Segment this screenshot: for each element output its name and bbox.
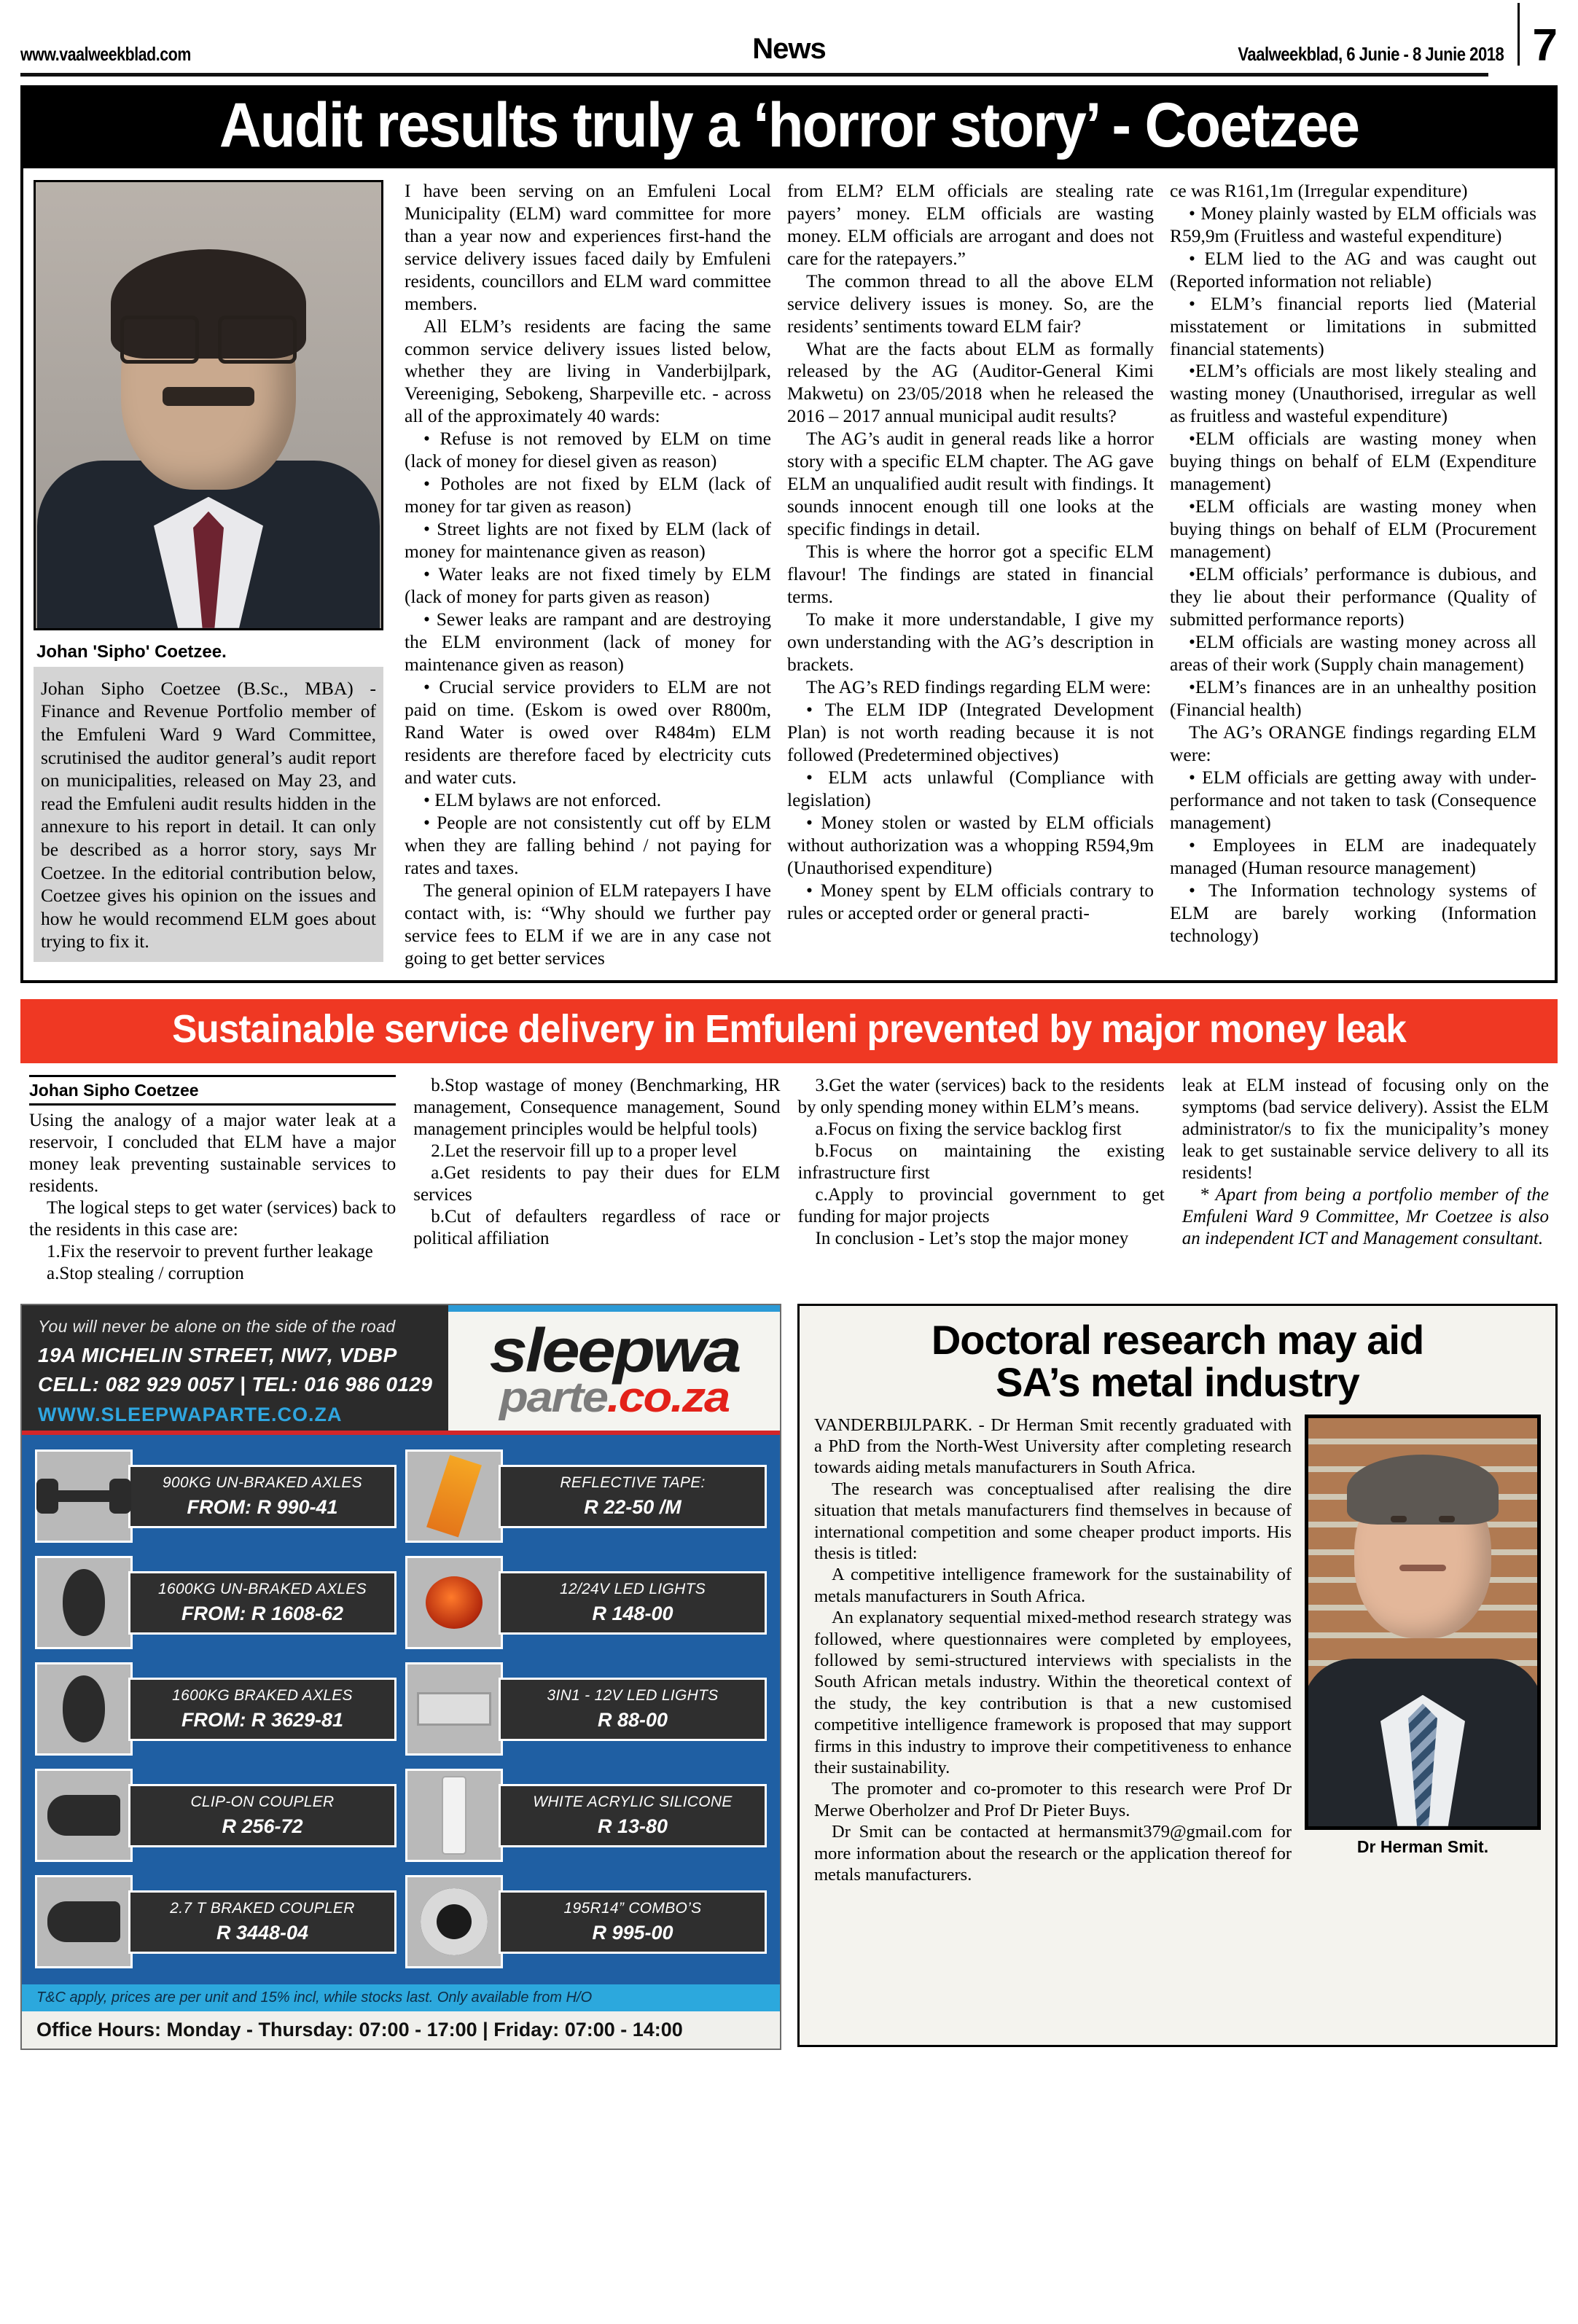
- paragraph: •ELM officials are wasting money across all areas of their work (Supply chain management): [1170, 631, 1536, 676]
- hub-icon: [63, 1675, 105, 1742]
- advert-product[interactable]: [35, 1659, 397, 1758]
- advert-logo-top: sleepwa: [489, 1316, 739, 1385]
- paragraph: b.Stop wastage of money (Benchmarking, HR management, Consequence management, Sound management principles would be helpful tools): [413, 1075, 781, 1139]
- article1-author-box: Johan Sipho Coetzee (B.Sc., MBA) - Finance and Revenue Portfolio member of the Emfuleni Ward 9 Ward Committee, scrutinised the auditor general’s audit report on municipalities, released on May 23, and read the Emfuleni audit results hidden in the annexure to his report in detail. It can only be described as a horror story, says Mr Coetzee. In the editorial contribution below, Coetzee gives his opinion on the issues and how he would recommend ELM goes about trying to fix it.: [34, 667, 383, 962]
- product-price: FROM: R 3629-81: [181, 1708, 344, 1731]
- paragraph: •ELM officials are wasting money when buying things on behalf of ELM (Procurement management): [1170, 496, 1536, 563]
- product-price: R 256-72: [222, 1815, 303, 1837]
- product-name: WHITE ACRYLIC SILICONE: [533, 1793, 733, 1810]
- advert-tagline: You will never be alone on the side of the road: [38, 1317, 396, 1337]
- paragraph: • Potholes are not fixed by ELM (lack of money for tar given as reason): [405, 473, 771, 517]
- paragraph: a.Focus on fixing the service backlog first: [815, 1119, 1122, 1139]
- paragraph: • ELM’s financial reports lied (Material misstatement or limitations in submitted financial statements): [1170, 292, 1536, 359]
- product-price: R 148-00: [592, 1602, 673, 1624]
- paragraph: VANDERBIJLPARK. - Dr Herman Smit recently graduated with a PhD from the North-West University after completing research towards aiding metals manufacturers in South Africa.: [814, 1415, 1292, 1478]
- advert-product[interactable]: [35, 1447, 397, 1546]
- advert-logo: [448, 1305, 780, 1431]
- product-price: R 13-80: [597, 1815, 668, 1837]
- paragraph: a.Stop stealing / corruption: [47, 1264, 244, 1284]
- portrait-moustache: [163, 387, 254, 406]
- paragraph: The research was conceptualised after realising the dire situation that metals manufacturers find themselves in because of international competition and some cheaper product imports. His thesis is titled:: [814, 1479, 1292, 1564]
- paragraph: c.Apply to provincial government to get funding for major projects: [797, 1184, 1165, 1226]
- article-audit-results: [20, 85, 1558, 983]
- product-thumbnail: [35, 1449, 133, 1543]
- product-name: 1600KG UN-BRAKED AXLES: [158, 1580, 367, 1597]
- masthead-rule: [20, 73, 1488, 77]
- article3-body: [814, 1415, 1541, 1886]
- article2-byline: Johan Sipho Coetzee: [29, 1075, 396, 1106]
- product-label: [128, 1571, 397, 1635]
- product-thumbnail: [35, 1769, 133, 1862]
- portrait-image: [36, 182, 381, 628]
- advert-product[interactable]: [405, 1766, 767, 1865]
- product-thumbnail: [405, 1449, 503, 1543]
- advert-product-grid: [22, 1435, 780, 1983]
- product-price: R 22-50 /M: [584, 1495, 681, 1518]
- product-label: [499, 1465, 767, 1528]
- page-number: 7: [1532, 20, 1558, 71]
- advert-header: [22, 1305, 780, 1431]
- article3-headline-line2: SA’s metal industry: [996, 1359, 1359, 1406]
- article3-headline-line1: Doctoral research may aid: [931, 1317, 1424, 1364]
- product-price: R 88-00: [597, 1708, 668, 1731]
- article3-text-column: [814, 1415, 1292, 1886]
- smit-portrait-photo: [1305, 1415, 1541, 1830]
- silicone-tube-icon: [442, 1776, 466, 1855]
- product-thumbnail: [35, 1875, 133, 1968]
- paragraph: I have been serving on an Emfuleni Local Municipality (ELM) ward committee for more than a year now and experiences first-hand the service delivery issues faced daily by Emfuleni residents, councillors and ELM ward committee members.: [405, 179, 771, 314]
- paragraph: • Money stolen or wasted by ELM officials without authorization was a whopping R594,9m (Unauthorised expenditure): [787, 811, 1154, 878]
- article1-body: [23, 168, 1555, 980]
- product-label: [499, 1890, 767, 1954]
- paragraph: • ELM lied to the AG and was caught out (Reported information not reliable): [1170, 247, 1536, 292]
- paragraph: In conclusion - Let’s stop the major money: [815, 1228, 1129, 1248]
- article-doctoral-research: [797, 1304, 1558, 2047]
- article3-headline: [814, 1319, 1541, 1404]
- paragraph: The AG’s audit in general reads like a horror story with a specific ELM chapter. The AG gave ELM an unqualified audit result with findings. It sounds innocent enough till one looks at the specific findings in detail.: [787, 428, 1154, 540]
- article3-photo-caption: Dr Herman Smit.: [1356, 1836, 1489, 1856]
- paragraph: • ELM officials are getting away with under-performance and not taken to task (Consequence management): [1170, 766, 1536, 833]
- portrait-eye-right: [1439, 1516, 1455, 1522]
- masthead-section-title: News: [752, 33, 826, 65]
- bar-lamp-icon: [417, 1692, 491, 1726]
- paragraph: The common thread to all the above ELM service delivery issues is money. So, are the residents’ sentiments toward ELM fair?: [787, 270, 1154, 337]
- advert-contact-block: [22, 1305, 448, 1431]
- reflective-tape-icon: [426, 1455, 482, 1538]
- advert-logo-domain: .co.za: [606, 1374, 729, 1422]
- product-thumbnail: [405, 1556, 503, 1649]
- product-name: 3IN1 - 12V LED LIGHTS: [547, 1686, 719, 1704]
- advert-footer: [22, 1984, 780, 2049]
- round-lamp-icon: [426, 1576, 483, 1629]
- advert-office-hours: Office Hours: Monday - Thursday: 07:00 - 17:00 | Friday: 07:00 - 14:00: [22, 2011, 780, 2049]
- product-thumbnail: [405, 1875, 503, 1968]
- paragraph: • Street lights are not fixed by ELM (lack of money for maintenance given as reason): [405, 518, 771, 563]
- paragraph: The AG’s ORANGE findings regarding ELM were:: [1170, 721, 1536, 765]
- paragraph: • Sewer leaks are rampant and are destroying the ELM environment (lack of money for maintenance given as reason): [405, 609, 771, 676]
- portrait-glasses: [117, 316, 300, 361]
- paragraph: b.Cut of defaulters regardless of race or political affiliation: [413, 1206, 781, 1248]
- advert-product[interactable]: [35, 1553, 397, 1652]
- advert-product[interactable]: [405, 1872, 767, 1971]
- paragraph: 3.Get the water (services) back to the residents by only spending money within ELM’s means.: [797, 1075, 1165, 1117]
- paragraph: •ELM’s finances are in an unhealthy position (Financial health): [1170, 676, 1536, 720]
- paragraph: a.Get residents to pay their dues for ELM services: [413, 1162, 781, 1205]
- paragraph: The logical steps to get water (services) back to the residents in this case are:: [29, 1198, 397, 1240]
- article1-column-2: [779, 180, 1162, 970]
- product-name: 195R14” COMBO’S: [563, 1899, 702, 1917]
- article3-photo-column: [1305, 1415, 1541, 1886]
- advert-phone-numbers: CELL: 082 929 0057 | TEL: 016 986 0129: [38, 1373, 433, 1396]
- product-name: 900KG UN-BRAKED AXLES: [163, 1474, 362, 1491]
- paragraph: This is where the horror got a specific ELM flavour! The findings are stated in financial terms.: [787, 541, 1154, 608]
- article1-headline-bar: [23, 88, 1555, 168]
- paragraph: •ELM’s officials are most likely stealing and wasting money (Unauthorised, irregular as well as fruitless and wasteful expenditure): [1170, 360, 1536, 427]
- advert-terms: T&C apply, prices are per unit and 15% incl, while stocks last. Only available from H/O: [22, 1984, 780, 2011]
- paragraph: • The ELM IDP (Integrated Development Plan) is not worth reading because it is not followed (Predetermined objectives): [787, 699, 1154, 765]
- paragraph: • Refuse is not removed by ELM on time (lack of money for diesel given as reason): [405, 428, 771, 472]
- article2-column-2: [405, 1075, 789, 1286]
- paragraph: An explanatory sequential mixed-method research strategy was followed, where questionnaires were completed by employees, followed by semi-structured interviews with specialists in the South African metals industry. Within the theoretical context of the study, the key contribution is that a new customised competitive intelligence framework is proposed that may support firms in this industry to improve their competitiveness to enhance their sustainability.: [814, 1608, 1292, 1777]
- paragraph: • People are not consistently cut off by ELM when they are falling behind / not paying for rates and taxes.: [405, 811, 771, 878]
- tyre-icon: [421, 1888, 488, 1955]
- product-thumbnail: [35, 1662, 133, 1756]
- paragraph: • Crucial service providers to ELM are not paid on time. (Eskom is owed over R800m, Rand Water is owed over R484m) ELM residents are therefore faced by electricity cuts and water cuts.: [405, 676, 771, 788]
- paragraph: Dr Smit can be contacted at hermansmit379@gmail.com for more information about the research or the application thereof for metals manufacturers.: [814, 1822, 1292, 1885]
- paragraph: • Money plainly wasted by ELM officials was R59,9m (Fruitless and wasteful expenditure): [1170, 202, 1536, 246]
- article2-column-3: [789, 1075, 1173, 1286]
- paragraph: A competitive intelligence framework for the sustainability of metals manufacturers in South Africa.: [814, 1565, 1292, 1606]
- axle-icon: [44, 1490, 124, 1502]
- article-money-leak: [20, 1075, 1558, 1286]
- portrait-hair: [1347, 1455, 1499, 1525]
- advert-logo-bottom: [499, 1374, 729, 1422]
- paragraph: from ELM? ELM officials are stealing rate payers’ money. ELM officials are wasting money. ELM officials are arrogant and does not care for the ratepayers.”: [787, 179, 1154, 269]
- paragraph: All ELM’s residents are facing the same common service delivery issues listed below, whether they are living in Vanderbijlpark, Vereeniging, Sebokeng, Sharpeville etc. - across all of the approximately 40 wards:: [405, 315, 771, 427]
- portrait-mouth: [1399, 1565, 1446, 1571]
- article2-column-1: [20, 1075, 405, 1286]
- product-name: 1600KG BRAKED AXLES: [172, 1686, 353, 1704]
- product-name: CLIP-ON COUPLER: [190, 1793, 335, 1810]
- paragraph: • ELM acts unlawful (Compliance with legislation): [787, 766, 1154, 810]
- paragraph: 2.Let the reservoir fill up to a proper level: [431, 1141, 738, 1161]
- paragraph: Using the analogy of a major water leak at a reservoir, I concluded that ELM have a major money leak preventing sustainable services to residents.: [29, 1111, 397, 1197]
- paragraph: • Employees in ELM are inadequately managed (Human resource management): [1170, 834, 1536, 878]
- product-label: [499, 1678, 767, 1741]
- paragraph: • ELM bylaws are not enforced.: [423, 789, 662, 810]
- paragraph: b.Focus on maintaining the existing infrastructure first: [797, 1141, 1165, 1183]
- article2-banner-headline: Sustainable service delivery in Emfuleni prevented by major money leak: [172, 1006, 1406, 1051]
- product-price: FROM: R 990-41: [187, 1495, 338, 1518]
- paragraph: • The Information technology systems of ELM are barely working (Information technology): [1170, 879, 1536, 946]
- article2-column-4: [1173, 1075, 1558, 1286]
- coupler-icon: [47, 1901, 120, 1942]
- advert-product[interactable]: [405, 1447, 767, 1546]
- product-label: [128, 1890, 397, 1954]
- product-label: [128, 1678, 397, 1741]
- product-price: R 995-00: [592, 1921, 673, 1944]
- paragraph: What are the facts about ELM as formally released by the AG (Auditor-General Kimi Makwetu) on 23/05/2018 when he released the 2016 – 2017 annual municipal audit results?: [787, 337, 1154, 427]
- article2-banner: [20, 999, 1558, 1063]
- product-price: FROM: R 1608-62: [181, 1602, 344, 1624]
- paragraph: leak at ELM instead of focusing only on the symptoms (bad service delivery). Assist the ELM administrator/s to fix the municipality’s money leak to get sustainable service delivery to all its residents!: [1181, 1075, 1549, 1183]
- masthead-issue-date: Vaalweekblad, 6 Junie - 8 Junie 2018: [1238, 43, 1504, 65]
- article1-photo-column: [34, 180, 397, 970]
- masthead-website-url[interactable]: www.vaalweekblad.com: [20, 43, 191, 65]
- masthead: [20, 0, 1558, 70]
- portrait-eye-left: [1391, 1516, 1407, 1522]
- article1-column-3: [1162, 180, 1544, 970]
- product-thumbnail: [405, 1662, 503, 1756]
- article1-column-1: [397, 180, 779, 970]
- article1-headline: Audit results truly a ‘horror story’ - Coetzee: [219, 90, 1359, 160]
- advert-product[interactable]: [35, 1766, 397, 1865]
- product-label: [128, 1784, 397, 1847]
- advert-address: 19A MICHELIN STREET, NW7, VDBP: [38, 1344, 397, 1367]
- paragraph: The promoter and co-promoter to this research were Prof Dr Merwe Oberholzer and Prof Dr Pieter Buys.: [814, 1779, 1292, 1820]
- advert-product[interactable]: [405, 1553, 767, 1652]
- hub-icon: [63, 1569, 105, 1636]
- product-name: 2.7 T BRAKED COUPLER: [170, 1899, 355, 1917]
- product-thumbnail: [35, 1556, 133, 1649]
- advert-logo-parte: parte: [499, 1374, 607, 1422]
- advert-website[interactable]: WWW.SLEEPWAPARTE.CO.ZA: [38, 1404, 343, 1426]
- product-label: [128, 1465, 397, 1528]
- sleepwa-parte-advert[interactable]: [20, 1304, 781, 2050]
- paragraph: • Water leaks are not fixed timely by ELM (lack of money for parts given as reason): [405, 563, 771, 608]
- product-label: [499, 1571, 767, 1635]
- product-thumbnail: [405, 1769, 503, 1862]
- article1-photo-caption: Johan 'Sipho' Coetzee.: [36, 641, 227, 662]
- paragraph: The AG’s RED findings regarding ELM were:: [806, 676, 1152, 698]
- product-name: 12/24V LED LIGHTS: [559, 1580, 706, 1597]
- product-name: REFLECTIVE TAPE:: [560, 1474, 706, 1491]
- paragraph: • Money spent by ELM officials contrary to rules or accepted order or general practi-: [787, 879, 1154, 923]
- product-label: [499, 1784, 767, 1847]
- coupler-icon: [47, 1795, 120, 1836]
- coetzee-portrait-photo: [34, 180, 383, 630]
- product-price: R 3448-04: [216, 1921, 309, 1944]
- paragraph: ce was R161,1m (Irregular expenditure): [1170, 179, 1468, 201]
- advert-product[interactable]: [405, 1659, 767, 1758]
- paragraph: •ELM officials’ performance is dubious, and they lie about their performance (Quality of submitted performance reports): [1170, 563, 1536, 630]
- advert-product[interactable]: [35, 1872, 397, 1971]
- paragraph: The general opinion of ELM ratepayers I have contact with, is: “Why should we further pay service fees to ELM if we are in any case not going to get better services: [405, 879, 771, 969]
- paragraph: •ELM officials are wasting money when buying things on behalf of ELM (Expenditure management): [1170, 428, 1536, 495]
- paragraph: To make it more understandable, I give my own understanding with the AG’s description in brackets.: [787, 609, 1154, 676]
- article2-author-note: * Apart from being a portfolio member of the Emfuleni Ward 9 Committee, Mr Coetzee is also an independent ICT and Management consultant.: [1181, 1184, 1549, 1248]
- paragraph: 1.Fix the reservoir to prevent further leakage: [47, 1242, 373, 1262]
- bottom-row: [20, 1304, 1558, 2050]
